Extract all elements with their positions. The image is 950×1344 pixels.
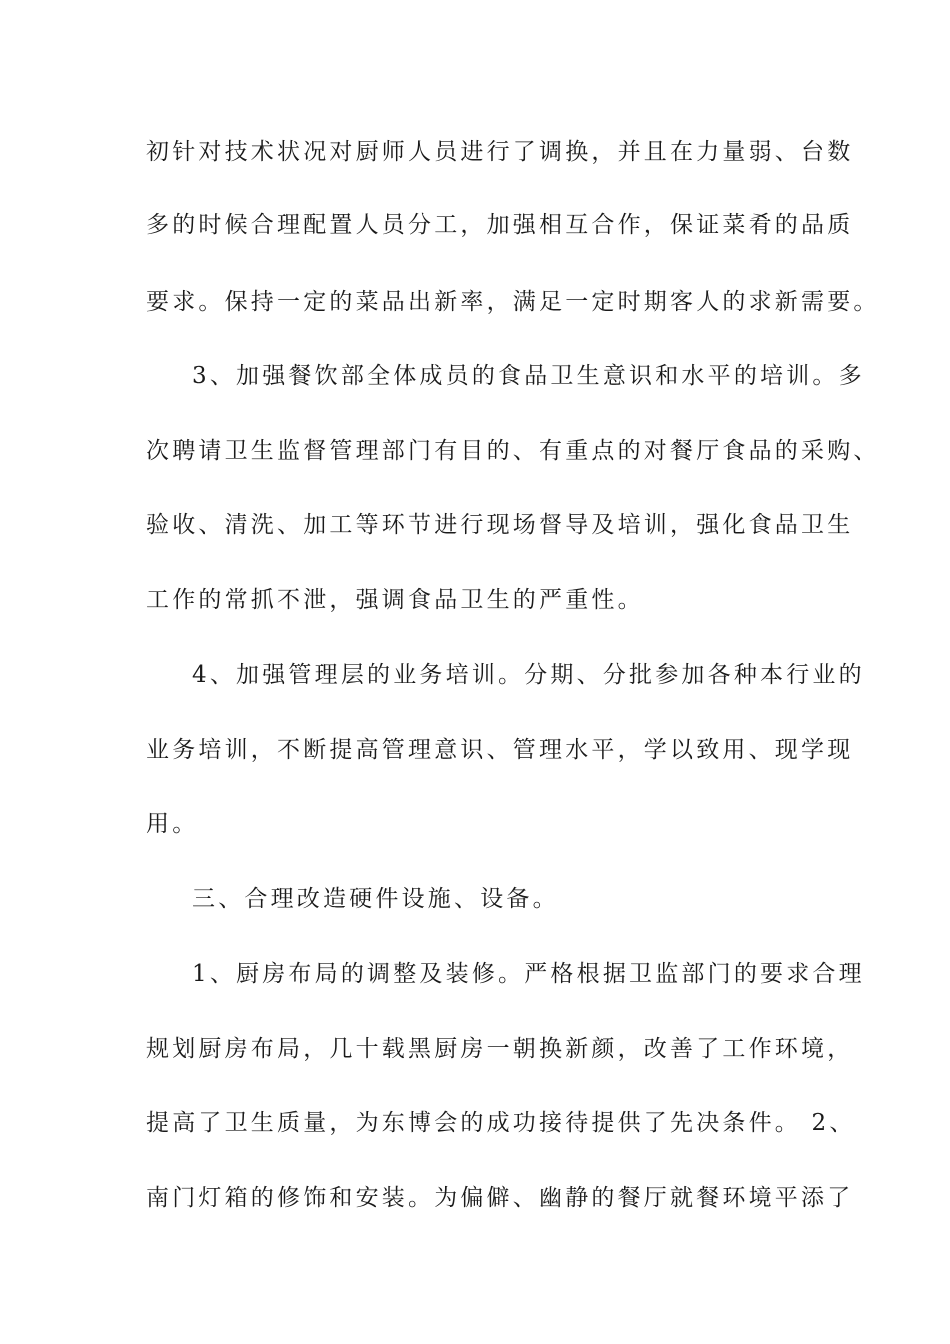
text-line: 业务培训，不断提高管理意识、管理水平，学以致用、现学现 <box>146 737 854 763</box>
text-line: 初针对技术状况对厨师人员进行了调换，并且在力量弱、台数 <box>146 139 854 165</box>
paragraph-line: 4、加强管理层的业务培训。分期、分批参加各种本行业的 <box>192 662 865 688</box>
text-line: 次聘请卫生监督管理部门有目的、有重点的对餐厅食品的采购、 <box>146 438 880 464</box>
text-line: 工作的常抓不泄，强调食品卫生的严重性。 <box>146 587 644 613</box>
section-heading: 三、合理改造硬件设施、设备。 <box>192 886 559 912</box>
text-line: 南门灯箱的修饰和安装。为偏僻、幽静的餐厅就餐环境平添了 <box>146 1185 854 1211</box>
paragraph-line: 3、加强餐饮部全体成员的食品卫生意识和水平的培训。多 <box>192 363 865 389</box>
text-line: 验收、清洗、加工等环节进行现场督导及培训，强化食品卫生 <box>146 512 854 538</box>
text-line: 规划厨房布局，几十载黑厨房一朝换新颜，改善了工作环境， <box>146 1036 854 1062</box>
text-line: 要求。保持一定的菜品出新率，满足一定时期客人的求新需要。 <box>146 289 880 315</box>
text-line: 多的时候合理配置人员分工，加强相互合作，保证菜肴的品质 <box>146 212 854 238</box>
paragraph-line: 1、厨房布局的调整及装修。严格根据卫监部门的要求合理 <box>192 961 865 987</box>
text-line: 用。 <box>146 811 199 837</box>
text-line: 提高了卫生质量，为东博会的成功接待提供了先决条件。 2、 <box>146 1110 856 1136</box>
